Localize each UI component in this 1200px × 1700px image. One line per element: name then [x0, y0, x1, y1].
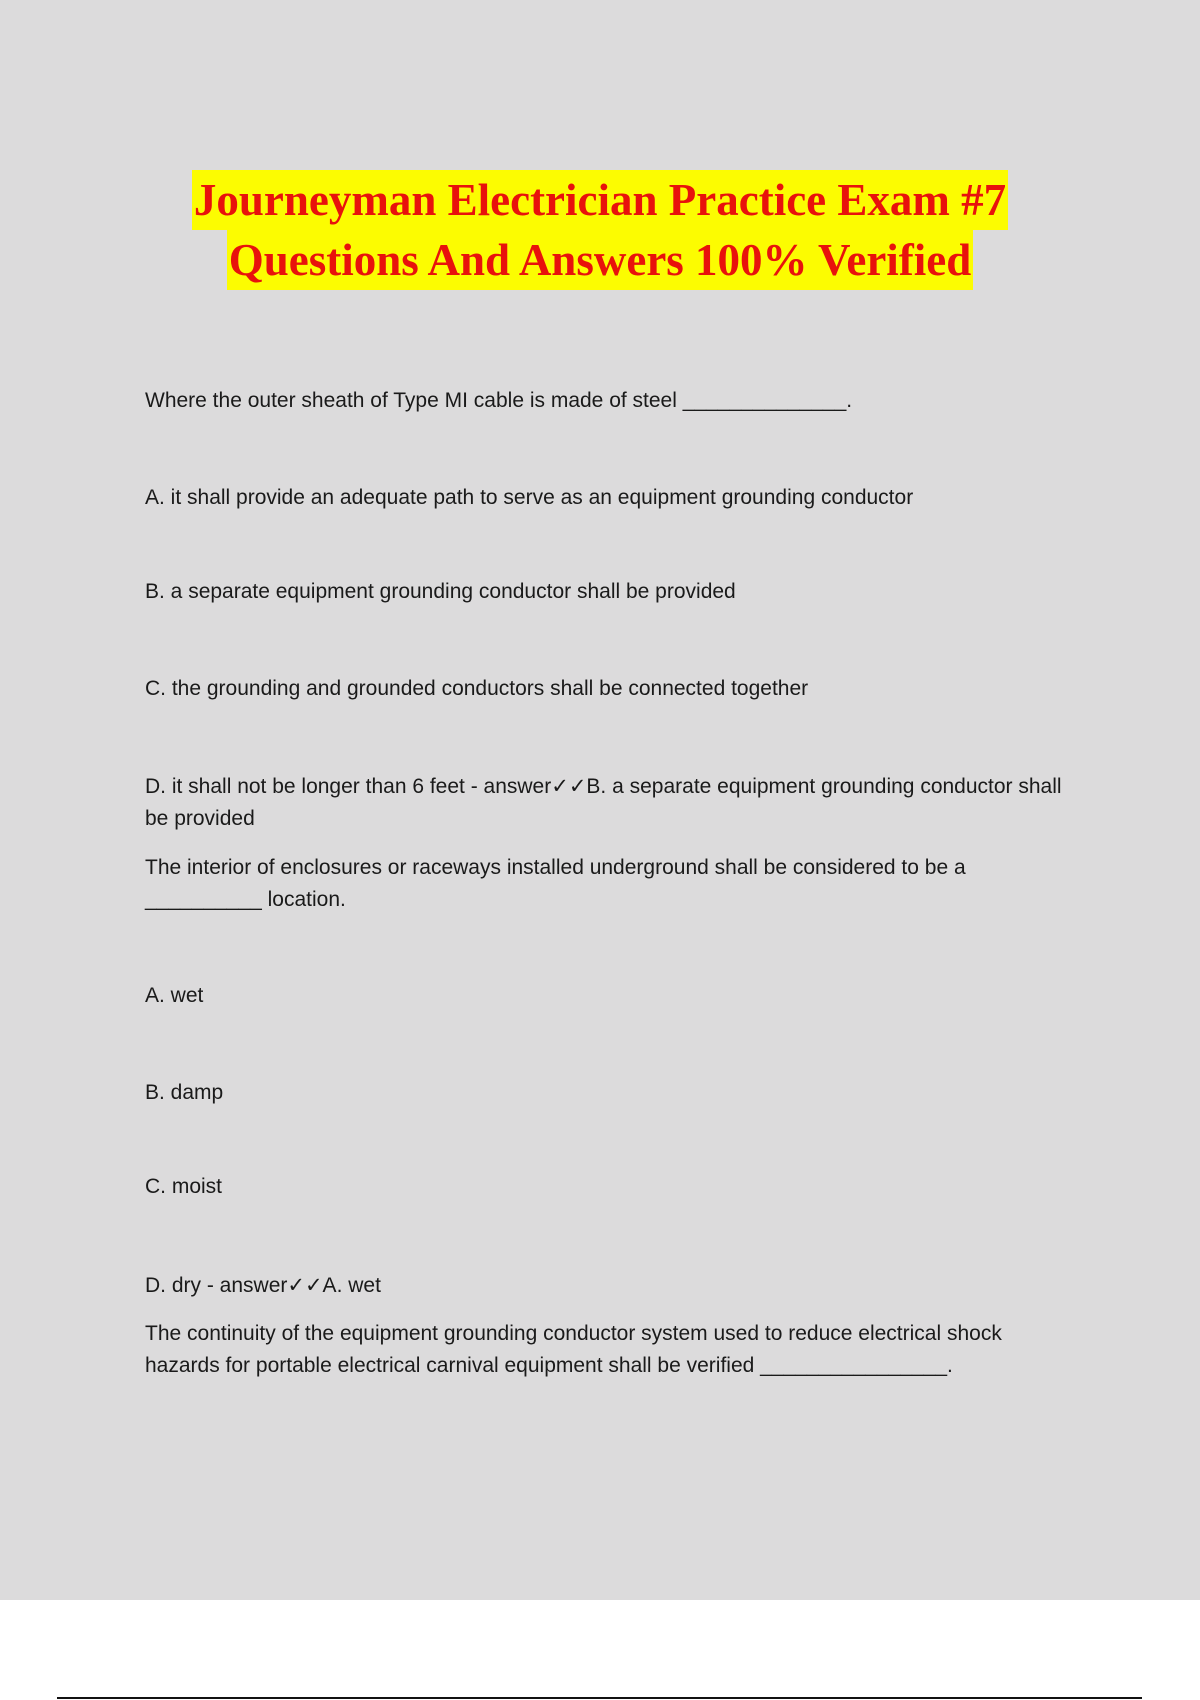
- document-title: [0, 170, 1200, 290]
- footer-divider: [57, 1697, 1142, 1699]
- question-2-option-d-answer: D. dry - answer✓✓A. wet: [145, 1274, 381, 1297]
- question-2-option-c: C. moist: [145, 1175, 223, 1198]
- title-line-2: Questions And Answers 100% Verified: [227, 230, 974, 290]
- question-2-option-b: B. damp: [145, 1081, 224, 1104]
- question-1-option-b: B. a separate equipment grounding conductor shall be provided: [145, 580, 736, 603]
- title-line-1: Journeyman Electrician Practice Exam #7: [192, 170, 1008, 230]
- question-1-option-c: C. the grounding and grounded conductors shall be connected together: [145, 677, 809, 700]
- question-1-option-a: A. it shall provide an adequate path to serve as an equipment grounding conductor: [145, 486, 914, 509]
- question-1-prompt: Where the outer sheath of Type MI cable is made of steel ______________.: [145, 389, 853, 412]
- question-1-option-d-answer: D. it shall not be longer than 6 feet - answer✓✓B. a separate equipment grounding conductor shall be provided: [145, 775, 1062, 830]
- question-2-prompt: The interior of enclosures or raceways installed underground shall be considered to be a __________ location.: [145, 856, 966, 911]
- question-2-option-a: A. wet: [145, 984, 204, 1007]
- question-3-prompt: The continuity of the equipment grounding conductor system used to reduce electrical shock hazards for portable electrical carnival equipment shall be verified ________________.: [145, 1322, 1002, 1377]
